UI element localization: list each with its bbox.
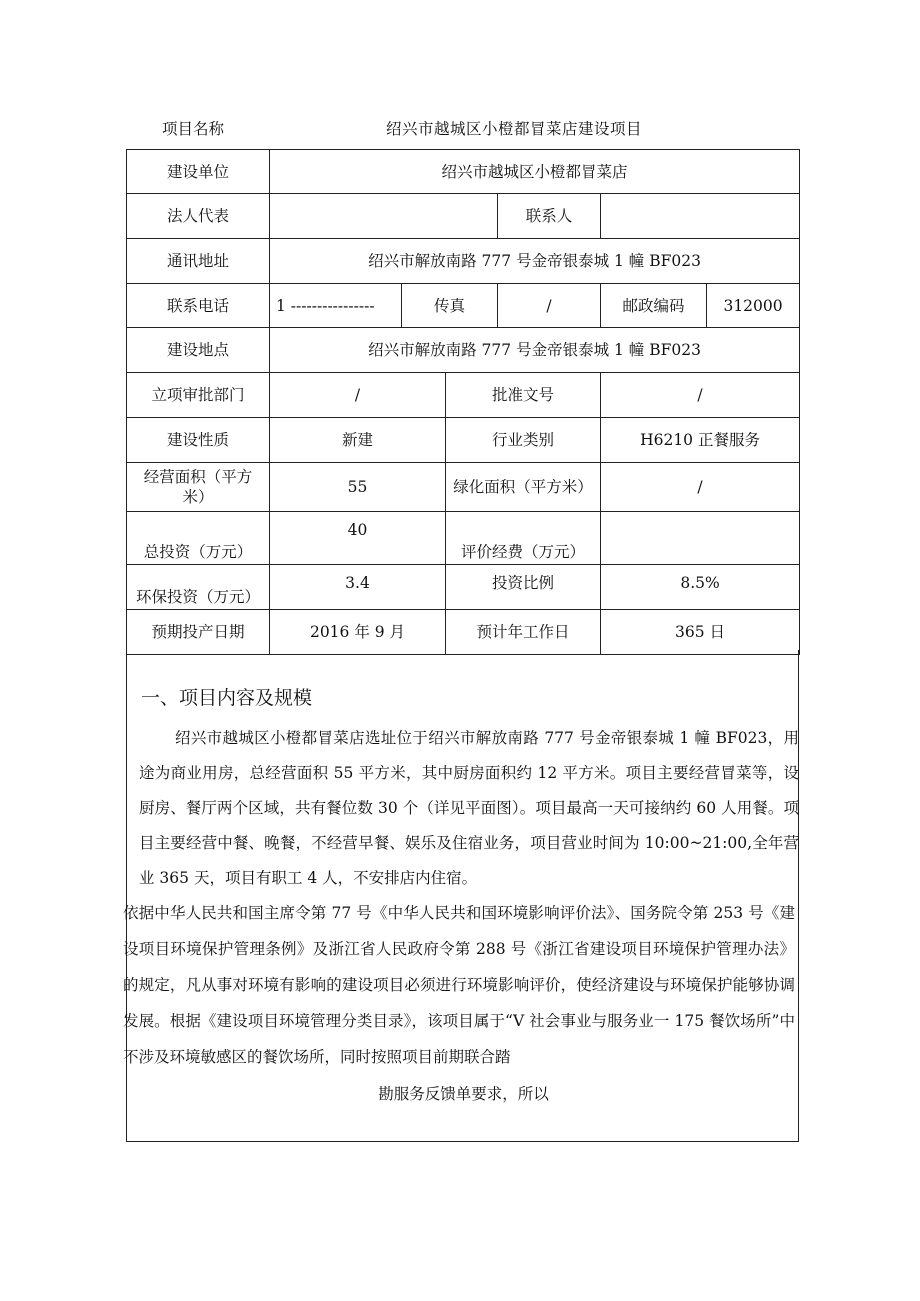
env-invest-value: 3.4 <box>270 565 446 610</box>
legal-rep-value <box>270 194 498 239</box>
address-label: 通讯地址 <box>127 239 270 284</box>
builder-label: 建设单位 <box>127 150 270 194</box>
address-value: 绍兴市解放南路 777 号金帝银泰城 1 幢 BF023 <box>270 239 800 284</box>
postcode-label: 邮政编码 <box>601 284 707 328</box>
table-row-approval <box>127 373 800 418</box>
approval-dept-value: / <box>270 373 446 418</box>
table-row-builder <box>127 150 800 194</box>
industry-value: H6210 正餐服务 <box>601 418 800 463</box>
table-row-env-invest <box>127 565 800 610</box>
invest-value: 40 <box>270 512 446 565</box>
env-invest-label: 环保投资（万元） <box>127 565 270 610</box>
site-label: 建设地点 <box>127 328 270 373</box>
paragraph-legal-basis: 依据中华人民共和国主席令第 77 号《中华人民共和国环境影响评价法》、国务院令第 253 号《建设项目环境保护管理条例》及浙江省人民政府令第 288 号《浙江省建设项目环境保护管理办法》的规定，凡从事对环境有影响的建设项目必须进行环境影响评价，使经济建设与环境保护能够协调发展。根据《建设项目环境管理分类目录》，该项目属于“V 社会事业与服务业一 175 餐饮场所”中不涉及环境敏感区的餐饮场所，同时按照项目前期联合踏 <box>123 904 795 1066</box>
phone-label: 联系电话 <box>127 284 270 328</box>
approval-dept-label: 立项审批部门 <box>127 373 270 418</box>
eval-fee-label: 评价经费（万元） <box>446 512 601 565</box>
phone-value: 1 ---------------- <box>270 284 402 328</box>
table-row-legal-rep <box>127 194 800 239</box>
project-name-label: 项目名称 <box>162 120 225 138</box>
postcode-value: 312000 <box>707 284 800 328</box>
ratio-value: 8.5% <box>601 565 800 610</box>
nature-label: 建设性质 <box>127 418 270 463</box>
table-row-invest <box>127 512 800 565</box>
work-days-label: 预计年工作日 <box>446 610 601 655</box>
project-name-value: 绍兴市越城区小橙都冒菜店建设项目 <box>386 120 643 138</box>
eval-fee-value <box>601 512 800 565</box>
green-value: / <box>601 463 800 512</box>
approval-no-value: / <box>601 373 800 418</box>
table-row-address <box>127 239 800 284</box>
project-name-row <box>126 117 798 139</box>
start-date-value: 2016 年 9 月 <box>270 610 446 655</box>
table-row-dates <box>127 610 800 655</box>
start-date-label: 预期投产日期 <box>127 610 270 655</box>
contact-label: 联系人 <box>498 194 601 239</box>
area-value: 55 <box>270 463 446 512</box>
nature-value: 新建 <box>270 418 446 463</box>
section-heading: 一、项目内容及规模 <box>141 687 313 709</box>
table-row-phone <box>127 284 800 328</box>
green-label: 绿化面积（平方米） <box>446 463 601 512</box>
invest-label: 总投资（万元） <box>127 512 270 565</box>
paragraph-project-scope: 绍兴市越城区小橙都冒菜店选址位于绍兴市解放南路 777 号金帝银泰城 1 幢 BF023，用途为商业用房，总经营面积 55 平方米，其中厨房面积约 12 平方米。项目主要经营冒菜等，设厨房、餐厅两个区域，共有餐位数 30 个（详见平面图）。项目最高一天可接纳约 60 人用餐。项目主要经营中餐、晚餐，不经营早餐、娱乐及住宿业务，项目营业时间为 10:00~21:00,全年营业 365 天，项目有职工 4 人，不安排店内住宿。 <box>139 729 799 887</box>
fax-label: 传真 <box>402 284 498 328</box>
table-row-nature <box>127 418 800 463</box>
area-label: 经营面积（平方米） <box>127 463 270 512</box>
table-row-area <box>127 463 800 512</box>
legal-rep-label: 法人代表 <box>127 194 270 239</box>
contact-value <box>601 194 800 239</box>
ratio-label: 投资比例 <box>446 565 601 610</box>
site-value: 绍兴市解放南路 777 号金帝银泰城 1 幢 BF023 <box>270 328 800 373</box>
table-row-site <box>127 328 800 373</box>
fax-value: / <box>498 284 601 328</box>
project-content-box <box>123 650 799 1142</box>
project-info-table <box>126 149 800 655</box>
industry-label: 行业类别 <box>446 418 601 463</box>
builder-value: 绍兴市越城区小橙都冒菜店 <box>270 150 800 194</box>
paragraph-continuation: 勘服务反馈单要求，所以 <box>378 1085 549 1103</box>
work-days-value: 365 日 <box>601 610 800 655</box>
approval-no-label: 批准文号 <box>446 373 601 418</box>
